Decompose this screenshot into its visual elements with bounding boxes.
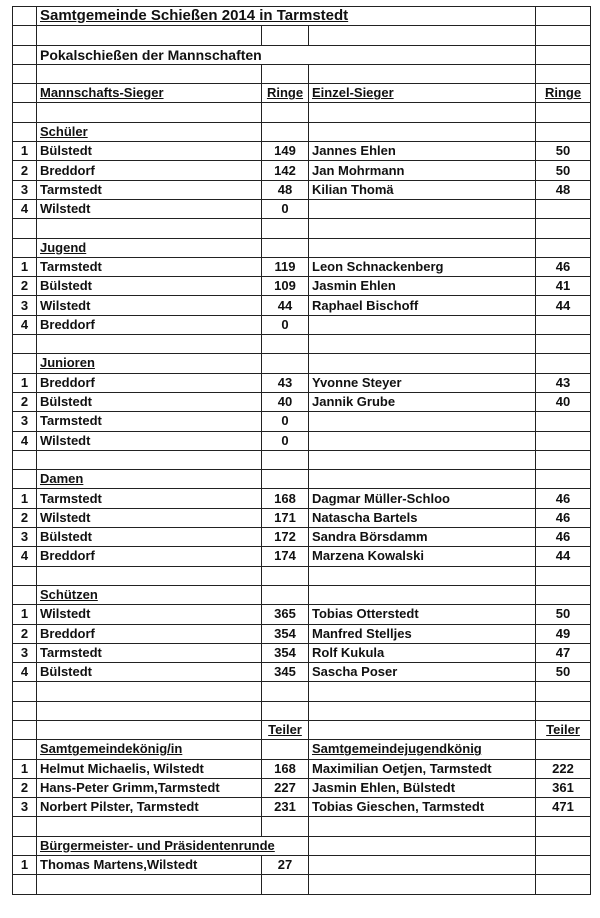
- team-score: 0: [262, 199, 309, 218]
- rank: 2: [13, 161, 37, 180]
- table-row: [13, 142, 591, 161]
- buergermeister-heading: Bürgermeister- und Präsidentenrunde: [37, 836, 309, 855]
- group-heading: Schüler: [37, 122, 262, 141]
- single-name: [309, 315, 536, 334]
- single-score: 46: [536, 528, 591, 547]
- single-name: Manfred Stelljes: [309, 624, 536, 643]
- group-heading-row: [13, 238, 591, 257]
- team-score: 171: [262, 508, 309, 527]
- table-row: [13, 759, 591, 778]
- team-name: Bülstedt: [37, 142, 262, 161]
- single-name: Maximilian Oetjen, Tarmstedt: [309, 759, 536, 778]
- single-score: 50: [536, 161, 591, 180]
- team-name: Breddorf: [37, 547, 262, 566]
- team-name: Bülstedt: [37, 663, 262, 682]
- table-row: [13, 528, 591, 547]
- table-row: [13, 508, 591, 527]
- group-heading-row: [13, 470, 591, 489]
- table-row: [13, 296, 591, 315]
- koenig-heading-row: [13, 740, 591, 759]
- single-score: 46: [536, 489, 591, 508]
- group-heading: Jugend: [37, 238, 262, 257]
- single-score: [536, 199, 591, 218]
- single-score: 43: [536, 373, 591, 392]
- table-row: [13, 161, 591, 180]
- subtitle-row: [13, 45, 591, 64]
- single-score: [536, 315, 591, 334]
- single-name: [309, 856, 536, 875]
- single-name: Tobias Gieschen, Tarmstedt: [309, 798, 536, 817]
- team-score: 0: [262, 315, 309, 334]
- team-name: Wilstedt: [37, 199, 262, 218]
- rank: 2: [13, 508, 37, 527]
- single-name: [309, 431, 536, 450]
- teiler-header-row: [13, 720, 591, 739]
- table-row: [13, 431, 591, 450]
- single-score: 41: [536, 277, 591, 296]
- single-score: 50: [536, 142, 591, 161]
- table-row: [13, 605, 591, 624]
- header-rings-single: Ringe: [536, 84, 591, 103]
- team-name: Breddorf: [37, 161, 262, 180]
- team-score: 354: [262, 643, 309, 662]
- team-score: 27: [262, 856, 309, 875]
- single-score: 50: [536, 605, 591, 624]
- rank: 3: [13, 180, 37, 199]
- single-name: Tobias Otterstedt: [309, 605, 536, 624]
- table-row: [13, 392, 591, 411]
- single-name: [309, 412, 536, 431]
- single-name: Rolf Kukula: [309, 643, 536, 662]
- rank: 1: [13, 373, 37, 392]
- rank: 3: [13, 296, 37, 315]
- rank: 1: [13, 605, 37, 624]
- team-score: 168: [262, 759, 309, 778]
- single-score: 46: [536, 508, 591, 527]
- team-score: 231: [262, 798, 309, 817]
- single-name: Marzena Kowalski: [309, 547, 536, 566]
- header-team: Mannschafts-Sieger: [37, 84, 262, 103]
- team-score: 0: [262, 431, 309, 450]
- single-score: 361: [536, 778, 591, 797]
- team-score: 174: [262, 547, 309, 566]
- single-name: Jasmin Ehlen, Bülstedt: [309, 778, 536, 797]
- team-score: 109: [262, 277, 309, 296]
- single-name: Natascha Bartels: [309, 508, 536, 527]
- rank: 1: [13, 856, 37, 875]
- team-name: Tarmstedt: [37, 643, 262, 662]
- jugendkoenig-heading: Samtgemeindejugendkönig: [309, 740, 536, 759]
- team-name: Breddorf: [37, 315, 262, 334]
- team-score: 149: [262, 142, 309, 161]
- rank: 3: [13, 643, 37, 662]
- group-heading: Damen: [37, 470, 262, 489]
- single-score: 50: [536, 663, 591, 682]
- single-score: 48: [536, 180, 591, 199]
- rank: 1: [13, 257, 37, 276]
- team-name: Wilstedt: [37, 508, 262, 527]
- single-score: 44: [536, 547, 591, 566]
- single-score: [536, 431, 591, 450]
- single-name: Jan Mohrmann: [309, 161, 536, 180]
- table-row: [13, 412, 591, 431]
- rank: 3: [13, 798, 37, 817]
- team-name: Bülstedt: [37, 392, 262, 411]
- team-name: Breddorf: [37, 624, 262, 643]
- table-row: [13, 643, 591, 662]
- rank: 2: [13, 277, 37, 296]
- table-row: [13, 373, 591, 392]
- single-name: Leon Schnackenberg: [309, 257, 536, 276]
- rank: 2: [13, 778, 37, 797]
- single-name: Kilian Thomä: [309, 180, 536, 199]
- team-score: 172: [262, 528, 309, 547]
- teiler-header-2: Teiler: [536, 720, 591, 739]
- team-score: 142: [262, 161, 309, 180]
- single-name: Dagmar Müller-Schloo: [309, 489, 536, 508]
- single-name: [309, 199, 536, 218]
- single-name: Sandra Börsdamm: [309, 528, 536, 547]
- single-score: 471: [536, 798, 591, 817]
- team-score: 119: [262, 257, 309, 276]
- sheet-body: [13, 7, 591, 895]
- team-score: 40: [262, 392, 309, 411]
- rank: 4: [13, 431, 37, 450]
- table-row: [13, 180, 591, 199]
- table-row: [13, 663, 591, 682]
- group-heading-row: [13, 354, 591, 373]
- team-name: Tarmstedt: [37, 412, 262, 431]
- single-score: [536, 856, 591, 875]
- group-heading-row: [13, 122, 591, 141]
- group-heading-row: [13, 585, 591, 604]
- team-score: 227: [262, 778, 309, 797]
- team-score: 43: [262, 373, 309, 392]
- single-score: 40: [536, 392, 591, 411]
- rank: 2: [13, 392, 37, 411]
- koenig-heading: Samtgemeindekönig/in: [37, 740, 262, 759]
- table-row: [13, 277, 591, 296]
- team-score: 345: [262, 663, 309, 682]
- team-score: 0: [262, 412, 309, 431]
- rank: 4: [13, 547, 37, 566]
- team-name: Wilstedt: [37, 605, 262, 624]
- single-score: 47: [536, 643, 591, 662]
- team-score: 354: [262, 624, 309, 643]
- title-row: [13, 7, 591, 26]
- table-row: [13, 624, 591, 643]
- single-name: Jasmin Ehlen: [309, 277, 536, 296]
- single-name: Yvonne Steyer: [309, 373, 536, 392]
- rank: 3: [13, 412, 37, 431]
- table-row: [13, 547, 591, 566]
- team-name: Bülstedt: [37, 528, 262, 547]
- team-name: Wilstedt: [37, 296, 262, 315]
- rank: 1: [13, 489, 37, 508]
- rank: 2: [13, 624, 37, 643]
- table-row: [13, 856, 591, 875]
- header-rings-team: Ringe: [262, 84, 309, 103]
- group-heading: Junioren: [37, 354, 262, 373]
- team-name: Tarmstedt: [37, 489, 262, 508]
- team-score: 365: [262, 605, 309, 624]
- single-name: Jannik Grube: [309, 392, 536, 411]
- rank: 1: [13, 759, 37, 778]
- teiler-header-1: Teiler: [262, 720, 309, 739]
- team-name: Norbert Pilster, Tarmstedt: [37, 798, 262, 817]
- table-row: [13, 798, 591, 817]
- team-name: Breddorf: [37, 373, 262, 392]
- sheet-title: Samtgemeinde Schießen 2014 in Tarmstedt: [37, 7, 536, 26]
- team-name: Hans-Peter Grimm,Tarmstedt: [37, 778, 262, 797]
- single-score: 49: [536, 624, 591, 643]
- table-row: [13, 315, 591, 334]
- single-score: [536, 412, 591, 431]
- rank: 1: [13, 142, 37, 161]
- team-name: Wilstedt: [37, 431, 262, 450]
- single-name: Sascha Poser: [309, 663, 536, 682]
- results-sheet: [12, 6, 591, 895]
- group-heading: Schützen: [37, 585, 262, 604]
- team-name: Helmut Michaelis, Wilstedt: [37, 759, 262, 778]
- header-row: [13, 84, 591, 103]
- table-row: [13, 778, 591, 797]
- team-score: 168: [262, 489, 309, 508]
- buergermeister-heading-row: [13, 836, 591, 855]
- rank: 4: [13, 663, 37, 682]
- single-name: Jannes Ehlen: [309, 142, 536, 161]
- single-score: 222: [536, 759, 591, 778]
- table-row: [13, 257, 591, 276]
- team-name: Bülstedt: [37, 277, 262, 296]
- team-name: Tarmstedt: [37, 180, 262, 199]
- rank: 3: [13, 528, 37, 547]
- single-score: 46: [536, 257, 591, 276]
- sheet-subtitle: Pokalschießen der Mannschaften: [37, 45, 536, 64]
- single-score: 44: [536, 296, 591, 315]
- header-single: Einzel-Sieger: [309, 84, 536, 103]
- single-name: Raphael Bischoff: [309, 296, 536, 315]
- team-score: 48: [262, 180, 309, 199]
- table-row: [13, 489, 591, 508]
- rank: 4: [13, 199, 37, 218]
- team-name: Thomas Martens,Wilstedt: [37, 856, 262, 875]
- team-name: Tarmstedt: [37, 257, 262, 276]
- table-row: [13, 199, 591, 218]
- rank: 4: [13, 315, 37, 334]
- team-score: 44: [262, 296, 309, 315]
